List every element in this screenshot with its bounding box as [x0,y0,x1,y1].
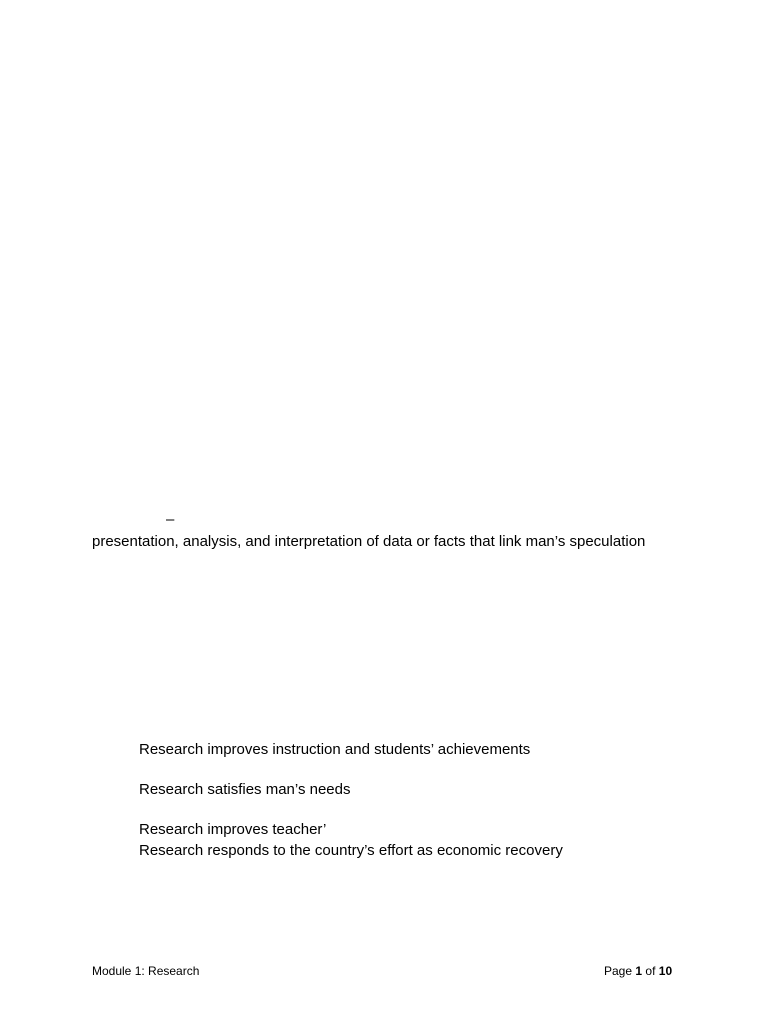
list-item: Research satisfies man’s needs [139,781,351,798]
paragraph-line: presentation, analysis, and interpretation of data or facts that link man’s speculation [92,533,646,550]
page-total: 10 [658,964,673,978]
footer-page-number [604,963,672,979]
list-item: Research improves teacher’ [139,821,327,838]
list-item: Research responds to the country’s effort as economic recovery [139,842,563,859]
list-item: Research improves instruction and students’ achievements [139,741,531,758]
page-current: 1 [635,964,643,978]
footer-module-label: Module 1: Research [92,964,200,978]
dash-mark: – [166,511,175,528]
page-prefix: Page [604,964,633,978]
page-of: of [645,964,656,978]
